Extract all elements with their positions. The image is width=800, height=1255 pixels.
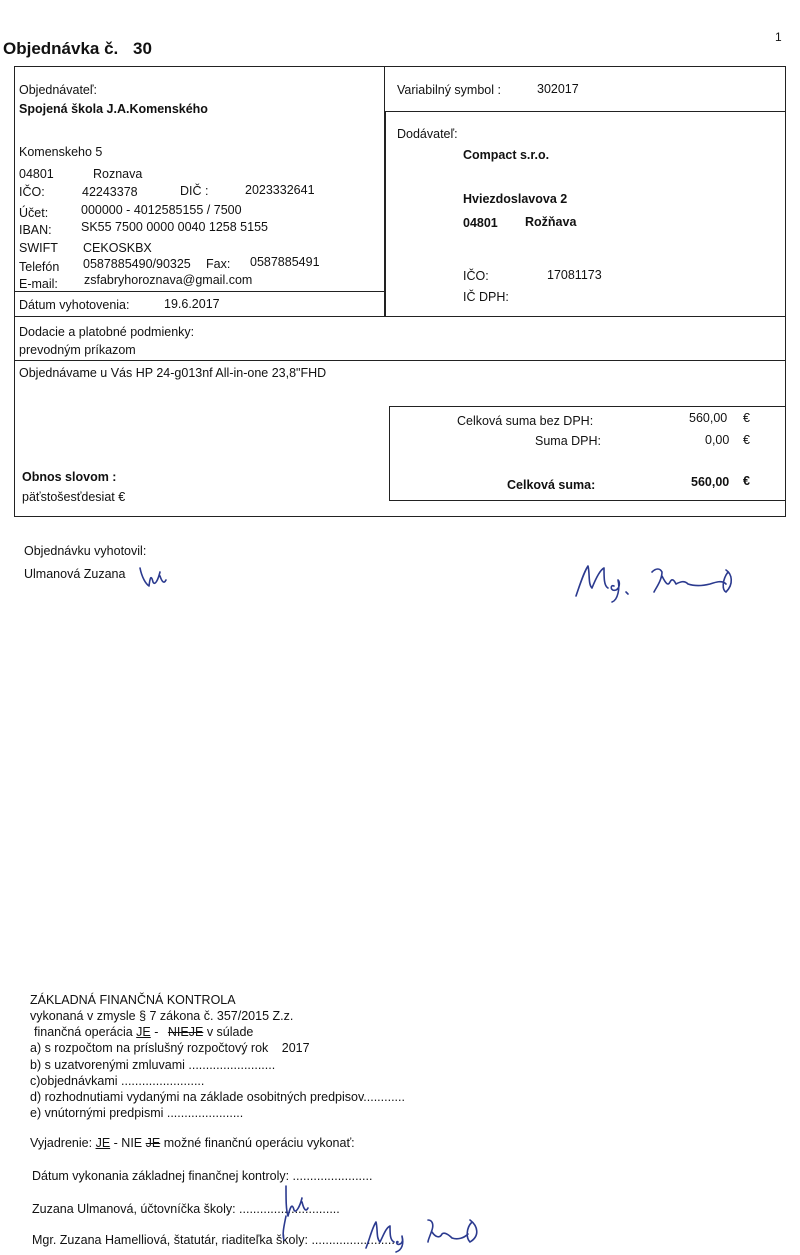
customer-street: Komenskeho 5	[19, 145, 103, 159]
customer-dic-label: DIČ :	[180, 184, 209, 198]
customer-fax-label: Fax:	[206, 257, 231, 271]
total-without-vat-currency: €	[743, 411, 750, 425]
operation-dash: -	[154, 1025, 159, 1039]
order-item-text: Objednávame u Vás HP 24-g013nf All-in-one 23,8"FHD	[19, 366, 327, 380]
opinion-suffix: možné finančnú operáciu vykonať:	[163, 1136, 355, 1150]
control-law-line: vykonaná v zmysle § 7 zákona č. 357/2015 Z.z.	[30, 1009, 294, 1023]
total-label: Celková suma:	[507, 478, 596, 492]
control-internal-line: e) vnútornými predpismi ......................	[30, 1106, 244, 1120]
supplier-name: Compact s.r.o.	[463, 148, 550, 162]
supplier-label: Dodávateľ:	[397, 127, 458, 141]
budget-year: 2017	[281, 1041, 310, 1055]
control-opinion-line	[30, 1136, 355, 1150]
director-signature-lower	[362, 1212, 494, 1254]
supplier-ico: 17081173	[547, 268, 602, 282]
director-line: Mgr. Zuzana Hamelliová, štatutár, riaditeľka školy: ........................	[32, 1233, 395, 1247]
vat-currency: €	[743, 433, 750, 447]
customer-account-label: Účet:	[19, 206, 49, 220]
issue-date-rule	[14, 291, 385, 292]
customer-iban: SK55 7500 0000 0040 1258 5155	[81, 220, 268, 234]
control-title: ZÁKLADNÁ FINANČNÁ KONTROLA	[30, 993, 236, 1007]
supplier-city: Rožňava	[525, 215, 577, 229]
total-without-vat-label: Celková suma bez DPH:	[457, 414, 594, 428]
operation-je2: JE	[188, 1025, 204, 1039]
issuer-signature	[136, 560, 172, 592]
page-number: 1	[775, 30, 782, 44]
supplier-ico-label: IČO:	[463, 269, 489, 283]
order-title-label: Objednávka č.	[3, 39, 119, 58]
terms-value: prevodným príkazom	[19, 343, 136, 357]
customer-phone: 0587885490/90325	[83, 257, 191, 271]
customer-dic: 2023332641	[245, 183, 315, 197]
opinion-dash: -	[113, 1136, 118, 1150]
customer-phone-label: Telefón	[19, 260, 60, 274]
customer-city: Roznava	[93, 167, 143, 181]
control-budget-line	[30, 1041, 310, 1055]
issue-date-label: Dátum vyhotovenia:	[19, 298, 130, 312]
terms-rule-top	[14, 316, 786, 317]
words-label: Obnos slovom :	[22, 470, 117, 484]
variable-symbol-value: 302017	[537, 82, 579, 96]
director-signature	[570, 558, 745, 604]
issue-date-value: 19.6.2017	[164, 297, 220, 311]
issued-by-label: Objednávku vyhotovil:	[24, 544, 147, 558]
opinion-je2: JE	[145, 1136, 161, 1150]
customer-fax: 0587885491	[250, 255, 320, 269]
customer-ico: 42243378	[82, 185, 138, 199]
customer-email-label: E-mail:	[19, 277, 58, 291]
accountant-line: Zuzana Ulmanová, účtovníčka školy: .............................	[32, 1202, 340, 1216]
opinion-nie: NIE	[121, 1136, 143, 1150]
total-without-vat-value: 560,00	[689, 411, 728, 425]
supplier-box	[385, 111, 786, 317]
control-orders-line: c)objednávkami ........................	[30, 1074, 205, 1088]
operation-prefix: finančná operácia	[34, 1025, 133, 1039]
terms-rule-bottom	[14, 360, 786, 361]
order-title	[3, 39, 152, 59]
customer-label: Objednávateľ:	[19, 83, 98, 97]
issued-by-name: Ulmanová Zuzana	[24, 567, 126, 581]
customer-swift: CEKOSKBX	[83, 241, 152, 255]
customer-iban-label: IBAN:	[19, 223, 52, 237]
total-currency: €	[743, 474, 750, 488]
variable-symbol-label: Variabilný symbol :	[397, 83, 501, 97]
supplier-zip: 04801	[463, 216, 498, 230]
vat-value: 0,00	[705, 433, 730, 447]
customer-email: zsfabryhoroznava@gmail.com	[84, 273, 253, 287]
operation-je: JE	[136, 1025, 151, 1039]
customer-zip: 04801	[19, 167, 54, 181]
budget-text: a) s rozpočtom na príslušný rozpočtový rok	[30, 1041, 269, 1055]
customer-account: 000000 - 4012585155 / 7500	[81, 203, 242, 217]
control-contracts-line: b) s uzatvorenými zmluvami .........................	[30, 1058, 276, 1072]
supplier-icdph-label: IČ DPH:	[463, 290, 509, 304]
operation-suffix: v súlade	[206, 1025, 254, 1039]
opinion-prefix: Vyjadrenie:	[30, 1136, 93, 1150]
control-decisions-line: d) rozhodnutiami vydanými na základe osobitných predpisov............	[30, 1090, 405, 1104]
customer-swift-label: SWIFT	[19, 241, 58, 255]
order-number: 30	[133, 39, 152, 58]
operation-nie: NIE	[167, 1025, 189, 1039]
customer-name: Spojená škola J.A.Komenského	[19, 102, 208, 116]
opinion-je: JE	[95, 1136, 111, 1150]
total-value: 560,00	[691, 475, 730, 489]
accountant-signature	[272, 1180, 316, 1242]
supplier-street: Hviezdoslavova 2	[463, 192, 568, 206]
words-value: päťstošesťdesiat €	[22, 490, 126, 504]
control-date-line: Dátum vykonania základnej finančnej kontroly: .......................	[32, 1169, 373, 1183]
customer-ico-label: IČO:	[19, 185, 45, 199]
vat-label: Suma DPH:	[535, 434, 601, 448]
terms-label: Dodacie a platobné podmienky:	[19, 325, 195, 339]
control-operation-line	[34, 1025, 253, 1039]
